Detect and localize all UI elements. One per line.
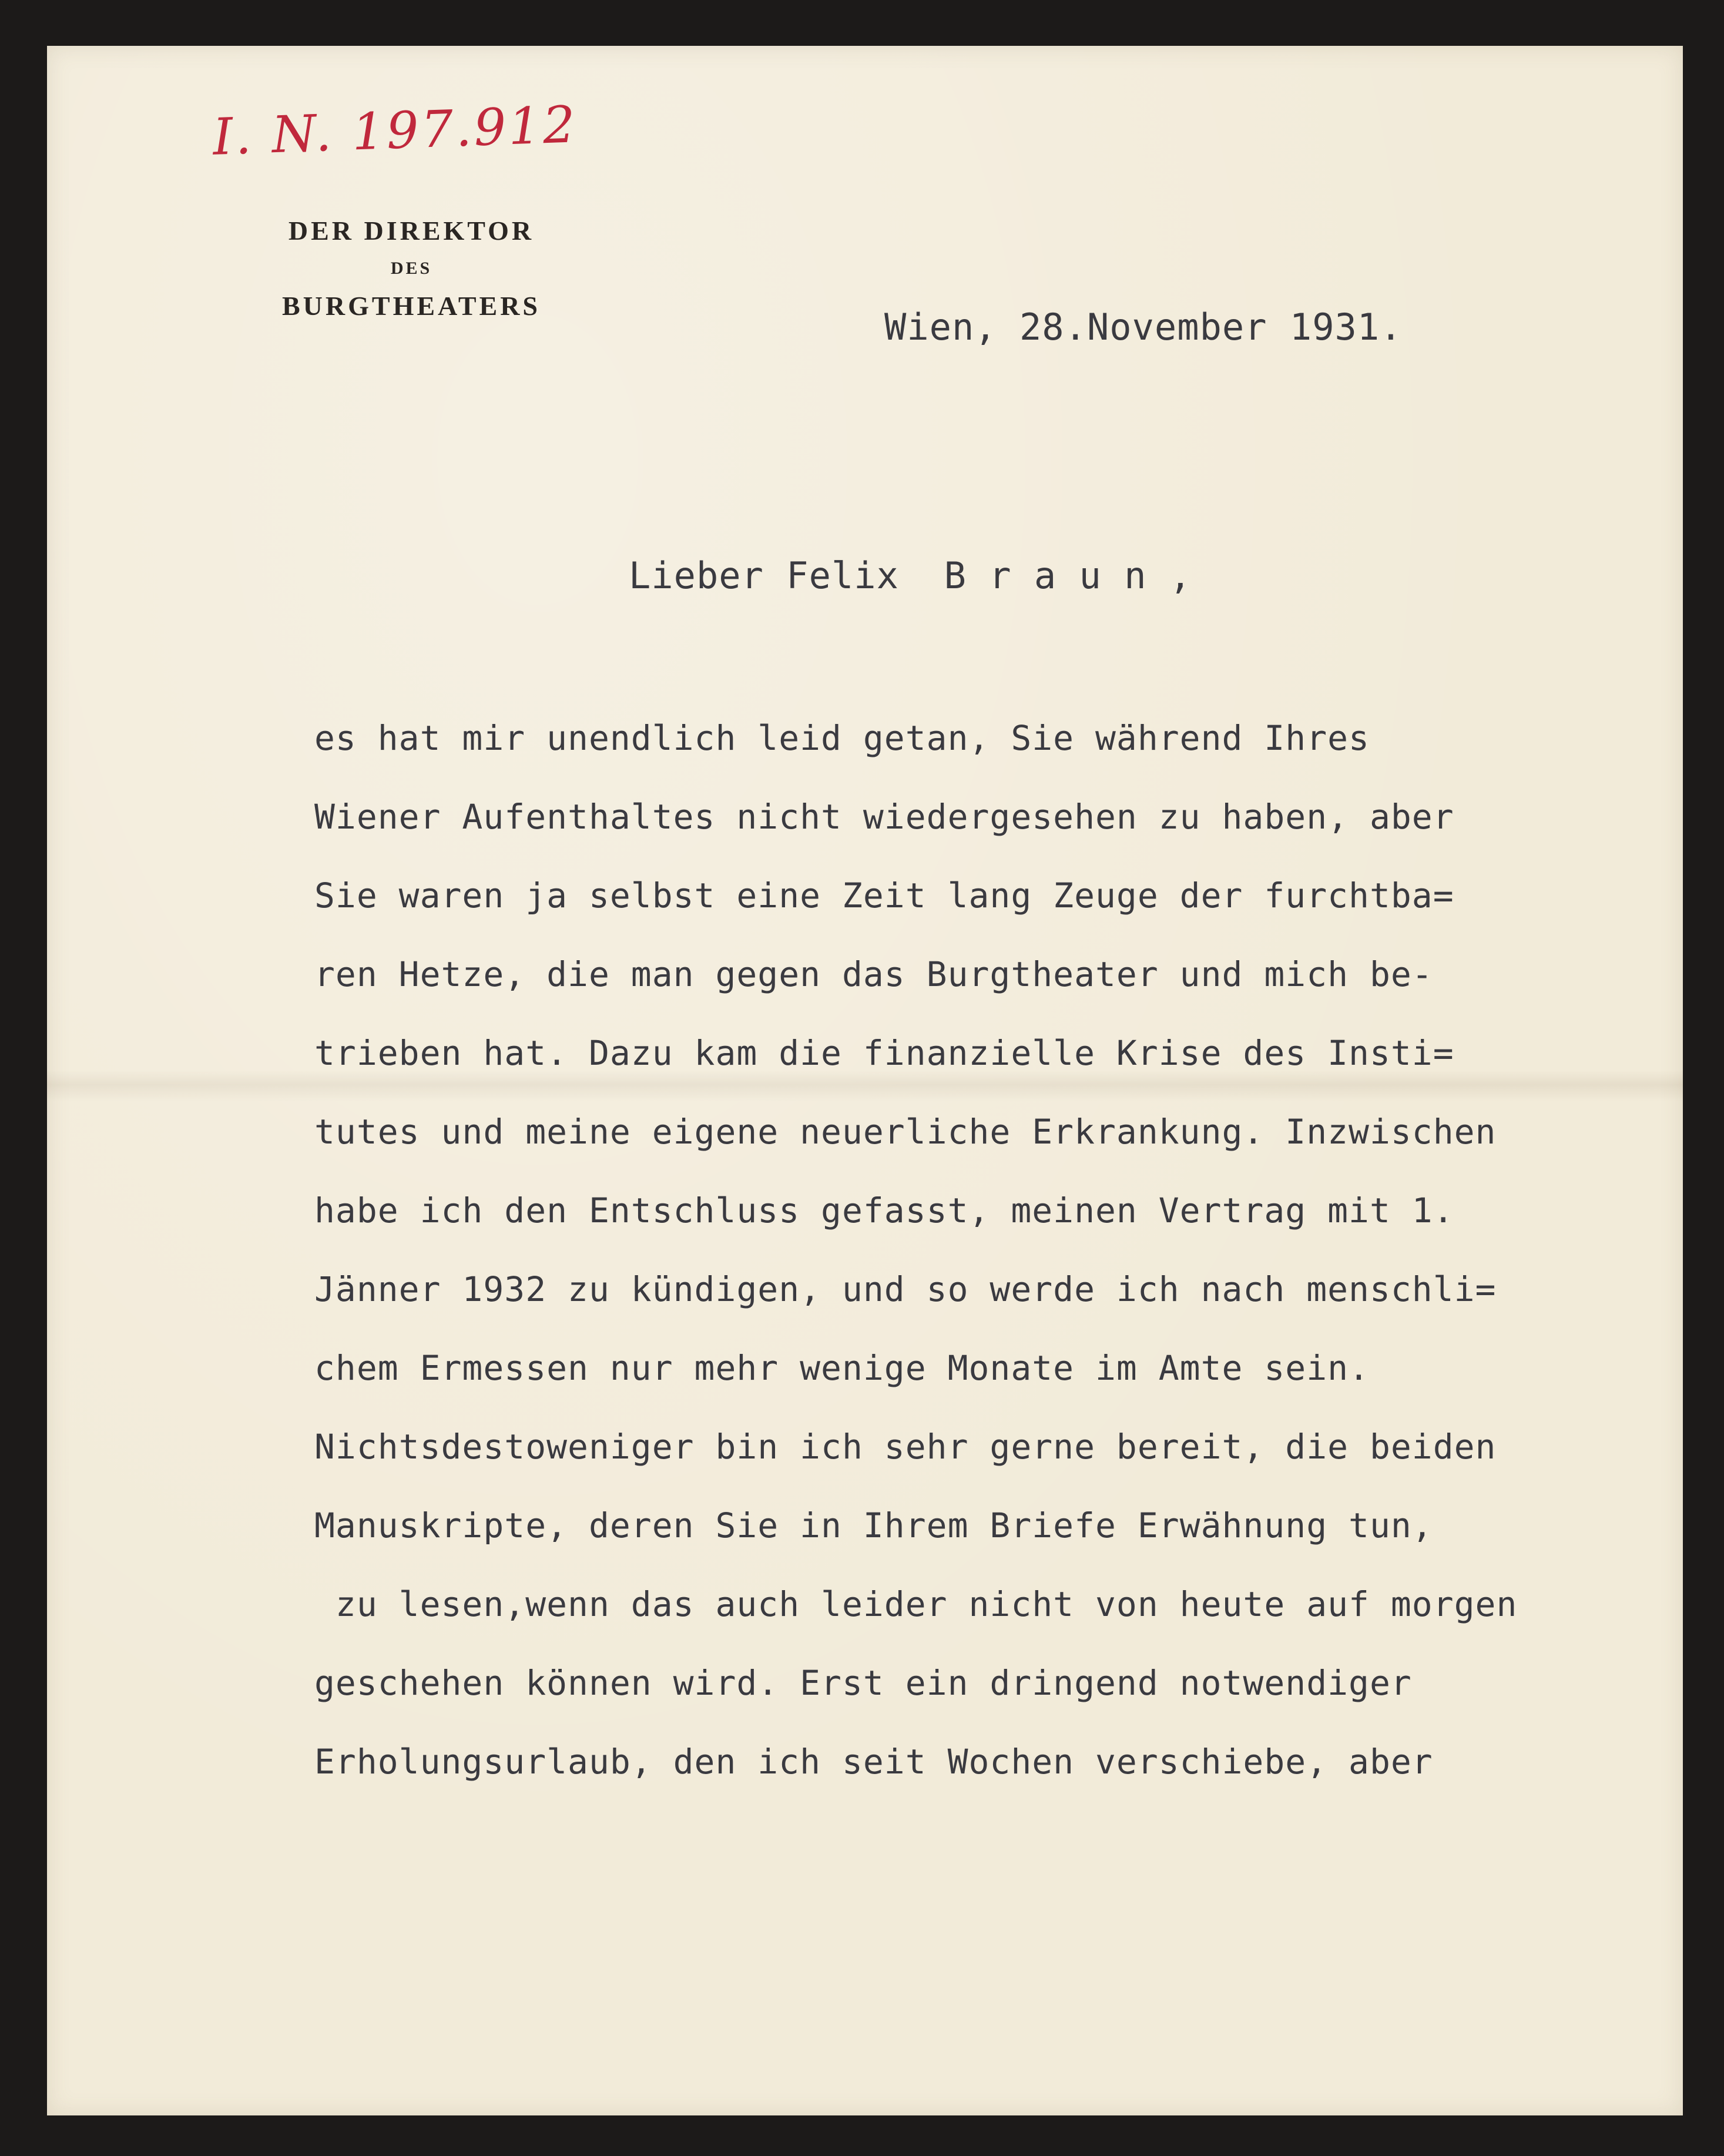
body-line: Sie waren ja selbst eine Zeit lang Zeuge der furchtba= [314, 876, 1454, 916]
body-line: Wiener Aufenthaltes nicht wiedergesehen zu haben, aber [314, 797, 1454, 837]
body-line: Jänner 1932 zu kündigen, und so werde ich nach menschli= [314, 1269, 1497, 1309]
body-line: Manuskripte, deren Sie in Ihrem Briefe Erwähnung tun, [314, 1505, 1433, 1545]
salutation: Lieber Felix B r a u n , [629, 554, 1192, 597]
letter-body [314, 715, 1666, 1817]
body-line: trieben hat. Dazu kam die finanzielle Krise des Insti= [314, 1033, 1454, 1073]
body-line: es hat mir unendlich leid getan, Sie während Ihres [314, 718, 1370, 758]
date-line: Wien, 28.November 1931. [884, 306, 1403, 348]
body-line: Nichtsdestoweniger bin ich sehr gerne bereit, die beiden [314, 1427, 1497, 1467]
letter-page [47, 46, 1683, 2115]
body-line: geschehen können wird. Erst ein dringend notwendiger [314, 1663, 1412, 1703]
letterhead [223, 217, 599, 320]
body-line: habe ich den Entschluss gefasst, meinen Vertrag mit 1. [314, 1191, 1454, 1230]
body-line: zu lesen,wenn das auch leider nicht von heute auf morgen [314, 1584, 1518, 1624]
body-line: ren Hetze, die man gegen das Burgtheater und mich be- [314, 954, 1433, 994]
body-line: chem Ermessen nur mehr wenige Monate im Amte sein. [314, 1348, 1370, 1388]
letterhead-line-1: DER DIREKTOR [288, 216, 535, 246]
letterhead-line-2: DES [390, 259, 432, 278]
body-line: tutes und meine eigene neuerliche Erkrankung. Inzwischen [314, 1112, 1497, 1152]
body-line: Erholungsurlaub, den ich seit Wochen verschiebe, aber [314, 1742, 1433, 1782]
archive-number: I. N. 197.912 [212, 95, 579, 167]
letterhead-line-3: BURGTHEATERS [281, 291, 541, 321]
